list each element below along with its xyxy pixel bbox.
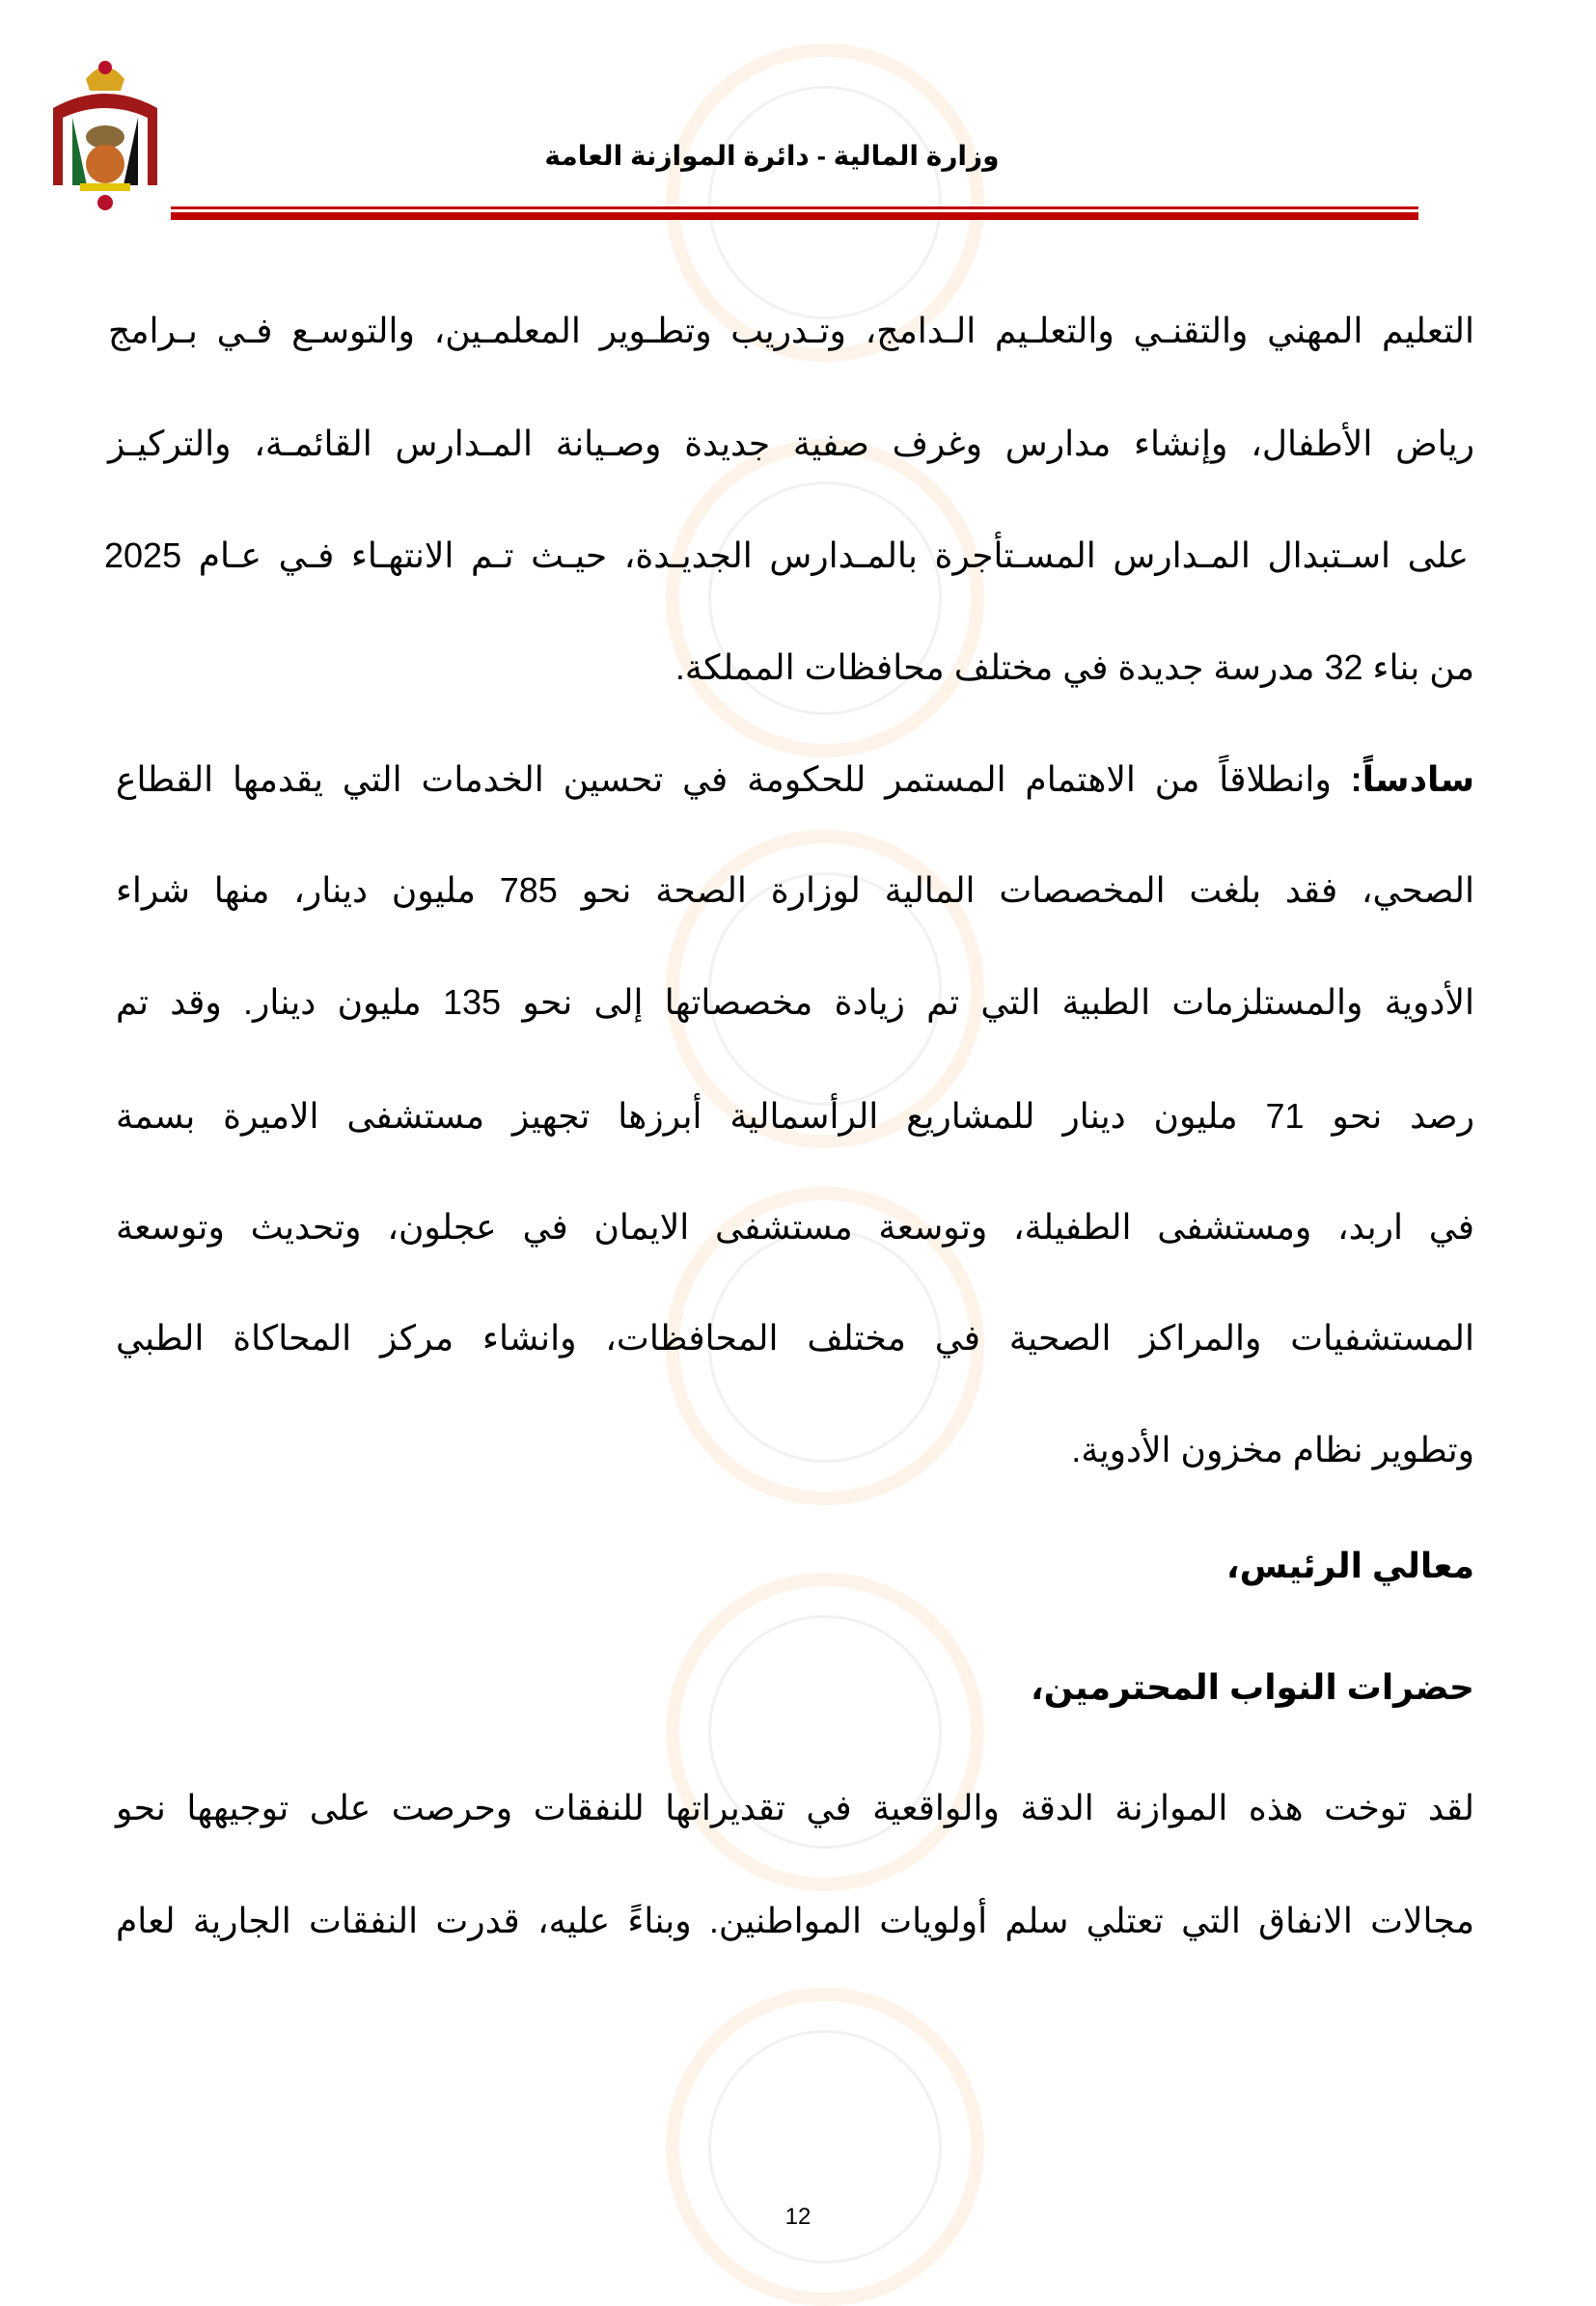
paragraph-line: وتطوير نظام مخزون الأدوية. bbox=[1071, 1430, 1474, 1469]
coat-of-arms-logo bbox=[43, 50, 167, 217]
paragraph-line: على اسـتبدال المـدارس المسـتأجرة بالمـدارس الجديـدة، حيـث تـم الانتهـاء فـي عـام 2025 bbox=[104, 535, 1469, 575]
header-divider bbox=[171, 206, 1418, 209]
page-number: 12 bbox=[784, 2204, 812, 2230]
watermark-clock bbox=[666, 1573, 984, 1891]
paragraph-line: في اربد، ومستشفى الطفيلة، وتوسعة مستشفى الايمان في عجلون، وتحديث وتوسعة bbox=[116, 1207, 1474, 1247]
paragraph-line: رياض الأطفال، وإنشاء مدارس وغرف صفية جديدة وصـيانة المـدارس القائمـة، والتركيـز bbox=[108, 424, 1474, 463]
salutation-heading: حضرات النواب المحترمين، bbox=[1030, 1667, 1474, 1707]
section-label: سادساً: bbox=[1350, 759, 1474, 799]
paragraph-line: مجالات الانفاق التي تعتلي سلم أولويات المواطنين. وبناءً عليه، قدرت النفقات الجارية لعام bbox=[116, 1901, 1474, 1940]
paragraph-line: لقد توخت هذه الموازنة الدقة والواقعية في تقديراتها للنفقات وحرصت على توجيهها نحو bbox=[116, 1788, 1474, 1827]
paragraph-line bbox=[116, 758, 1474, 801]
watermark-clock bbox=[666, 439, 984, 757]
header-title: وزارة المالية - دائرة الموازنة العامة bbox=[544, 141, 1000, 171]
salutation-heading: معالي الرئيس، bbox=[1225, 1546, 1474, 1585]
paragraph-line: الصحي، فقد بلغت المخصصات المالية لوزارة الصحة نحو 785 مليون دينار، منها شراء bbox=[116, 870, 1474, 910]
paragraph-line: المستشفيات والمراكز الصحية في مختلف المحافظات، وانشاء مركز المحاكاة الطبي bbox=[116, 1318, 1474, 1358]
paragraph-line: من بناء 32 مدرسة جديدة في مختلف محافظات المملكة. bbox=[674, 647, 1474, 687]
paragraph-text: وانطلاقاً من الاهتمام المستمر للحكومة في تحسين الخدمات التي يقدمها القطاع bbox=[116, 759, 1332, 799]
header-divider-thick bbox=[171, 212, 1418, 220]
paragraph-line: الأدوية والمستلزمات الطبية التي تم زيادة مخصصاتها إلى نحو 135 مليون دينار. وقد تم bbox=[116, 982, 1474, 1022]
watermark-clock bbox=[666, 1988, 984, 2306]
paragraph-line: التعليم المهني والتقنـي والتعلـيم الـدامج، وتـدريب وتطـوير المعلمـين، والتوسـع فـي بـرامج bbox=[108, 311, 1474, 350]
paragraph-line: رصد نحو 71 مليون دينار للمشاريع الرأسمالية أبرزها تجهيز مستشفى الاميرة بسمة bbox=[116, 1096, 1474, 1136]
